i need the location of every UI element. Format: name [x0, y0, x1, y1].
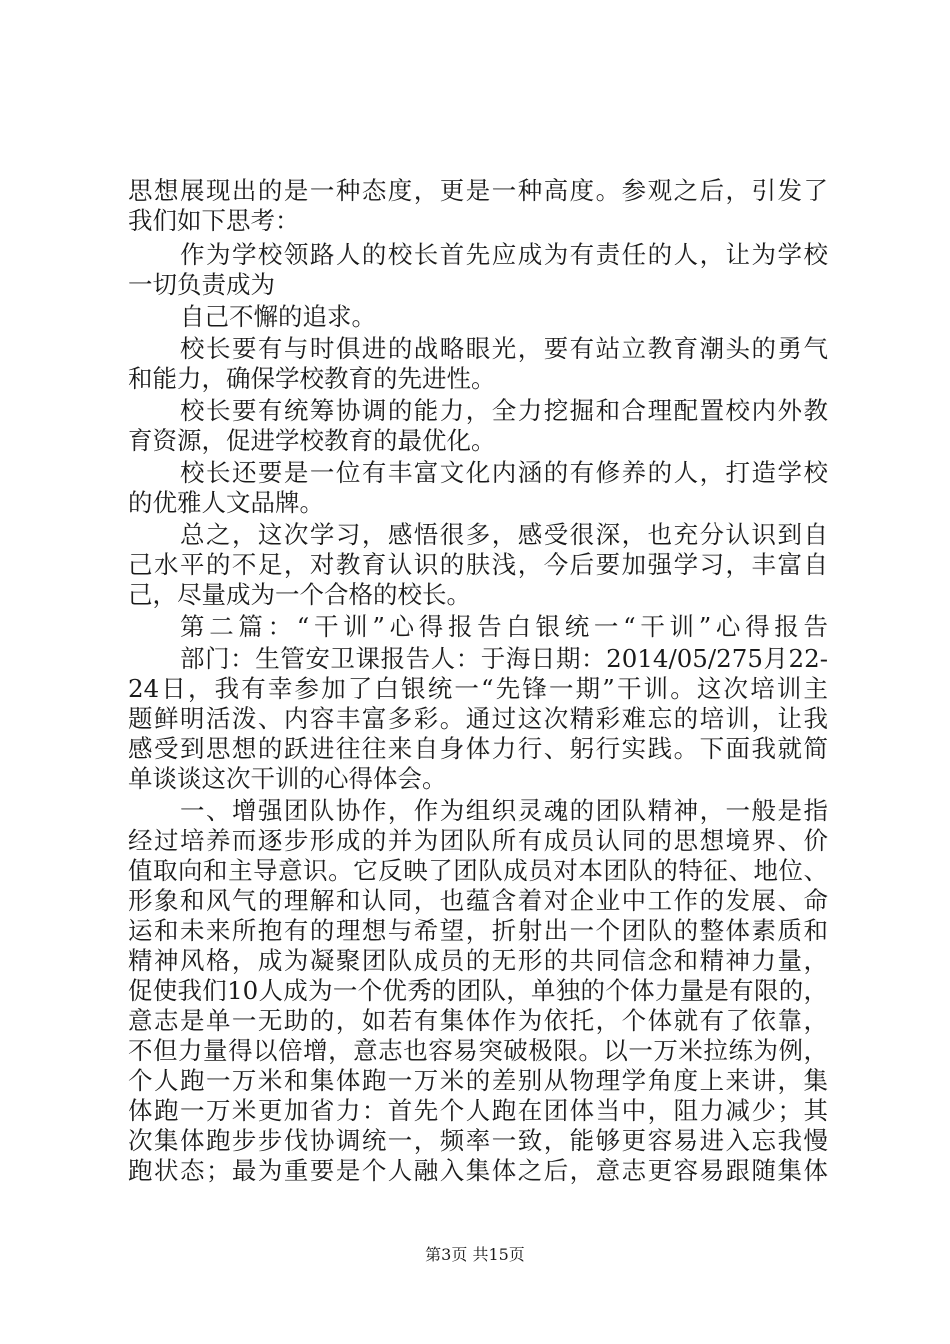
text-line: 思想展现出的是一种态度，更是一种高度。参观之后，引发了 [128, 176, 828, 205]
text-line: 不但力量得以倍增，意志也容易突破极限。以一万米拉练为例， [128, 1036, 828, 1065]
text-line: 的优雅人文品牌。 [128, 488, 324, 517]
text-line: 育资源，促进学校教育的最优化。 [128, 426, 496, 455]
text-line: 跑状态；最为重要是个人融入集体之后，意志更容易跟随集体 [128, 1156, 828, 1185]
text-line: 题鲜明活泼、内容丰富多彩。通过这次精彩难忘的培训，让我 [128, 704, 828, 733]
text-line: 次集体跑步步伐协调统一，频率一致，能够更容易进入忘我慢 [128, 1126, 828, 1155]
text-line: 自己不懈的追求。 [180, 302, 376, 331]
text-line: 部门：生管安卫课报告人：于海日期：2014/05/275月22- [180, 644, 828, 673]
text-line: 己水平的不足，对教育认识的肤浅，今后要加强学习，丰富自 [128, 550, 828, 579]
text-line: 一、增强团队协作，作为组织灵魂的团队精神，一般是指 [180, 796, 828, 825]
text-line: 作为学校领路人的校长首先应成为有责任的人，让为学校 [180, 240, 828, 269]
text-line: 形象和风气的理解和认同，也蕴含着对企业中工作的发展、命 [128, 886, 828, 915]
text-line: 校长要有统筹协调的能力，全力挖掘和合理配置校内外教 [180, 396, 828, 425]
text-line: 体跑一万米更加省力：首先个人跑在团体当中，阻力减少；其 [128, 1096, 828, 1125]
text-line: 单谈谈这次干训的心得体会。 [128, 764, 447, 793]
text-line: 值取向和主导意识。它反映了团队成员对本团队的特征、地位、 [128, 856, 828, 885]
text-line: 24日，我有幸参加了白银统一“先锋一期”干训。这次培训主 [128, 674, 828, 703]
text-line: 意志是单一无助的，如若有集体作为依托，个体就有了依靠， [128, 1006, 828, 1035]
text-line: 和能力，确保学校教育的先进性。 [128, 364, 496, 393]
text-line: 我们如下思考： [128, 206, 300, 235]
text-line: 第二篇：“干训”心得报告白银统一“干训”心得报告 [180, 612, 828, 641]
text-line: 感受到思想的跃进往往来自身体力行、躬行实践。下面我就简 [128, 734, 828, 763]
text-line: 个人跑一万米和集体跑一万米的差别从物理学角度上来讲，集 [128, 1066, 828, 1095]
text-line: 己，尽量成为一个合格的校长。 [128, 580, 471, 609]
text-line: 经过培养而逐步形成的并为团队所有成员认同的思想境界、价 [128, 826, 828, 855]
text-line: 总之，这次学习，感悟很多，感受很深，也充分认识到自 [180, 520, 828, 549]
text-line: 一切负责成为 [128, 270, 275, 299]
page-number-footer: 第3页 共15页 [425, 1245, 525, 1264]
text-line: 运和未来所抱有的理想与希望，折射出一个团队的整体素质和 [128, 916, 828, 945]
text-line: 校长还要是一位有丰富文化内涵的有修养的人，打造学校 [180, 458, 828, 487]
text-line: 精神风格，成为凝聚团队成员的无形的共同信念和精神力量， [128, 946, 828, 975]
text-line: 校长要有与时俱进的战略眼光，要有站立教育潮头的勇气 [180, 334, 828, 363]
text-line: 促使我们10人成为一个优秀的团队，单独的个体力量是有限的， [128, 976, 828, 1005]
